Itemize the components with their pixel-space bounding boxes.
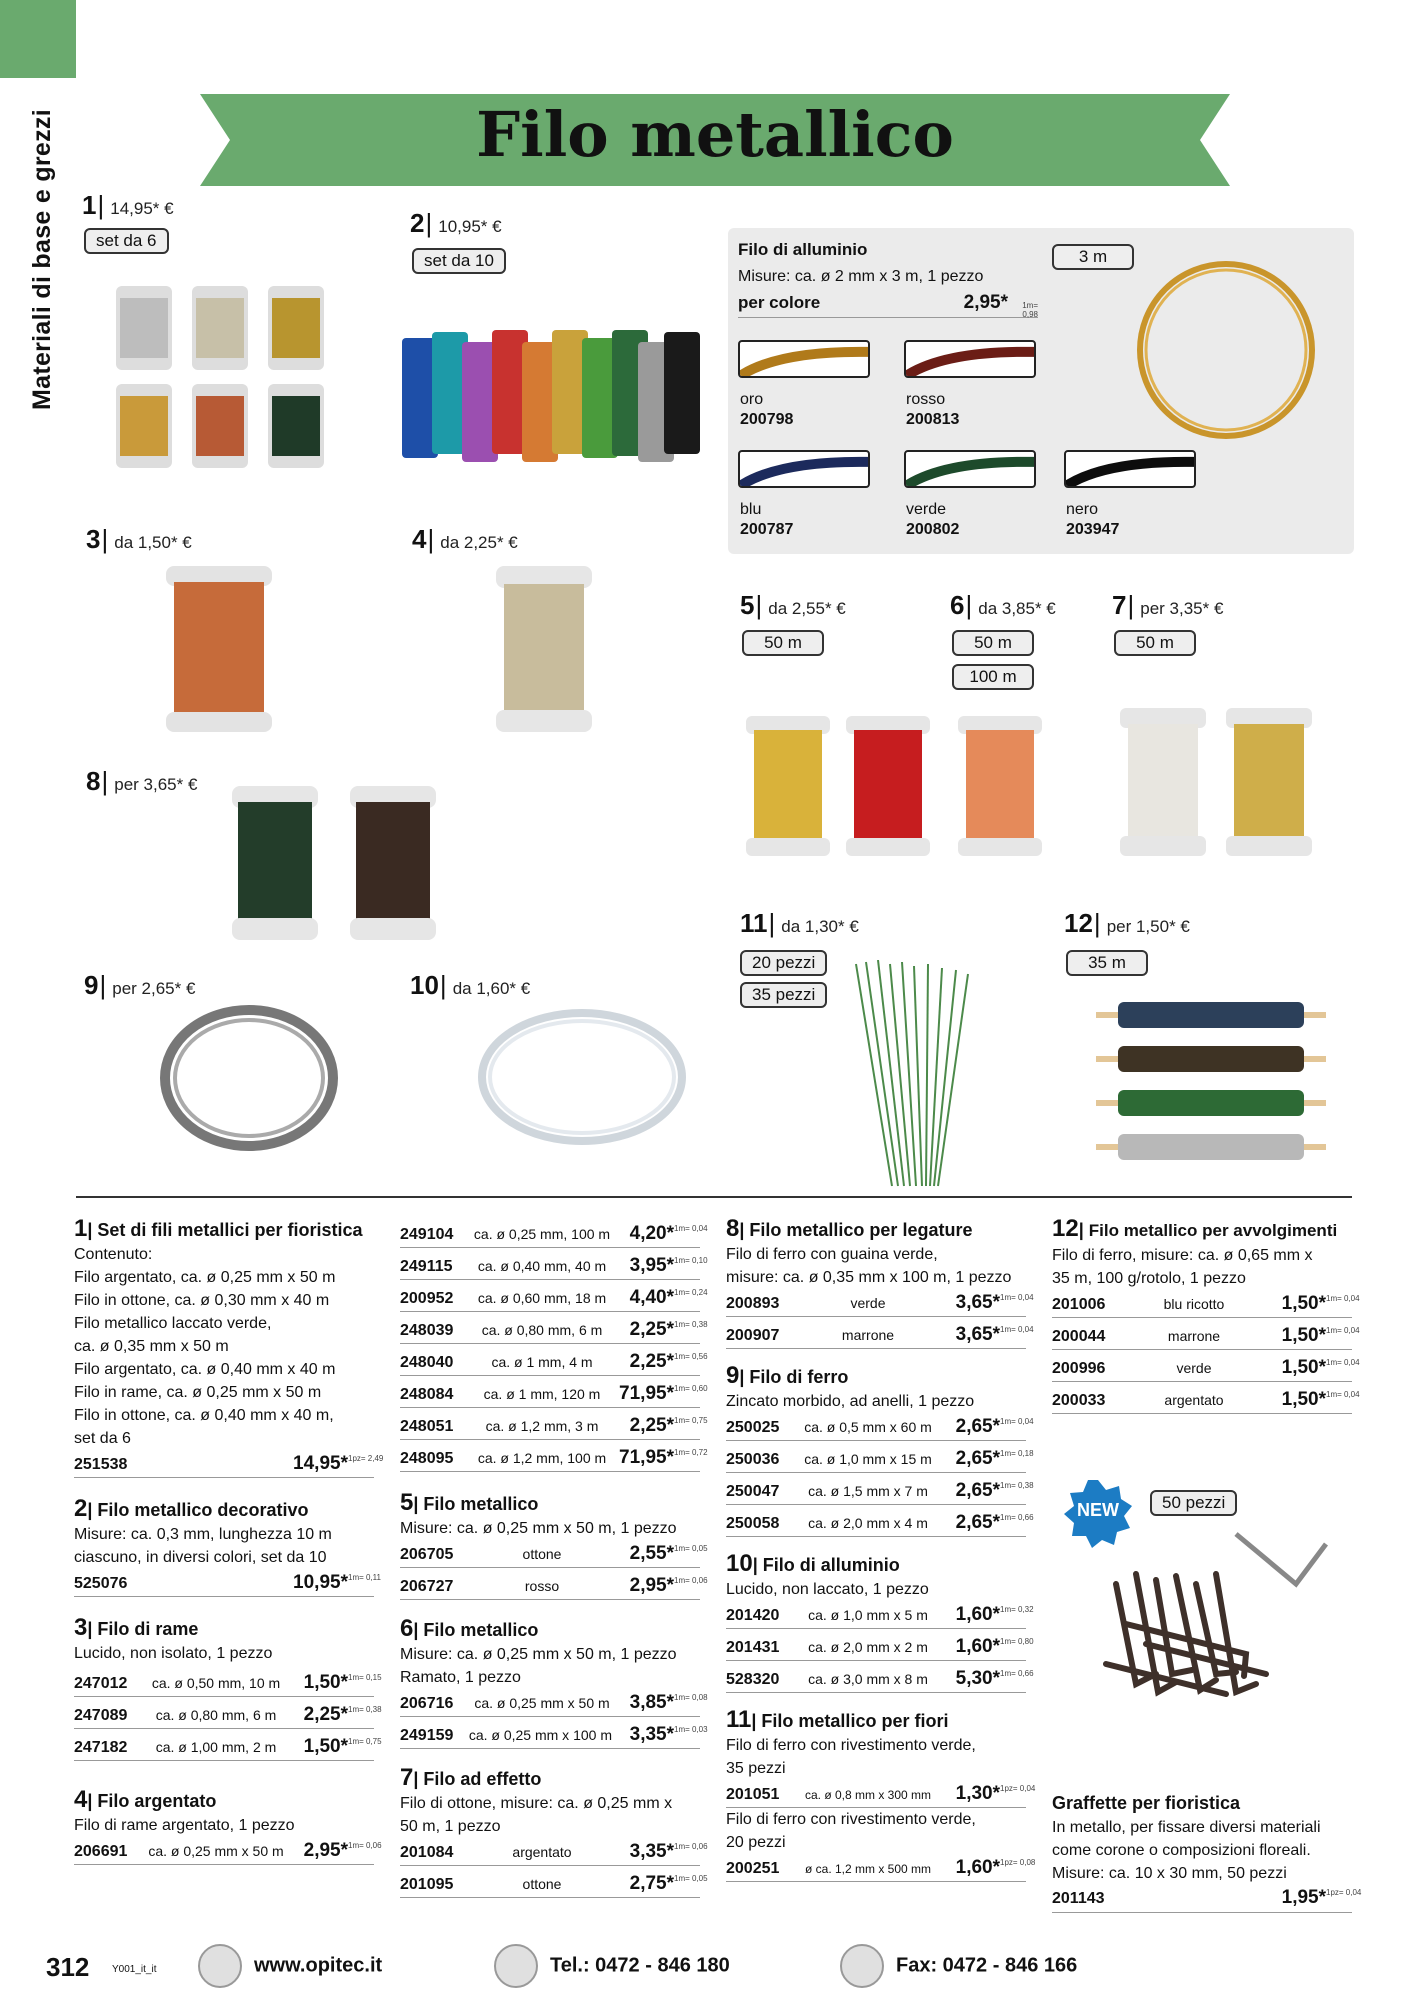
- s6-title: 6| Filo metallico: [400, 1615, 539, 1642]
- table-row: 250047 ca. ø 1,5 mm x 7 m 2,65* 1m= 0,38: [726, 1473, 1026, 1505]
- s1-line: Filo metallico laccato verde,: [74, 1315, 272, 1332]
- s7-title: 7| Filo ad effetto: [400, 1764, 542, 1791]
- s5-title: 5| Filo metallico: [400, 1489, 539, 1516]
- s5-line: Misure: ca. ø 0,25 mm x 50 m, 1 pezzo: [400, 1520, 677, 1537]
- s4-title: 4| Filo argentato: [74, 1786, 217, 1813]
- staples-line: come corone o composizioni floreali.: [1052, 1842, 1311, 1859]
- s3-title: 3| Filo di rame: [74, 1614, 199, 1641]
- table-row: 206691 ca. ø 0,25 mm x 50 m 2,95* 1m= 0,06: [74, 1837, 374, 1865]
- page-title: Filo metallico: [476, 98, 954, 171]
- table-row: 251538 14,95* 1pz= 2,49: [74, 1450, 374, 1478]
- s12-line: 35 m, 100 g/rotolo, 1 pezzo: [1052, 1270, 1246, 1287]
- new-badge-label: NEW: [1077, 1500, 1119, 1520]
- table-row: 249115 ca. ø 0,40 mm, 40 m 3,95* 1m= 0,10: [400, 1248, 700, 1280]
- product-11-tag-35: 35 pezzi: [740, 982, 827, 1008]
- s3-line: Lucido, non isolato, 1 pezzo: [74, 1645, 273, 1662]
- product-11-tag-20: 20 pezzi: [740, 950, 827, 976]
- section-divider: [76, 1196, 1352, 1198]
- table-row: 200907 marrone 3,65* 1m= 0,04: [726, 1317, 1026, 1349]
- swatch-verde-label: verde 200802: [906, 501, 960, 538]
- product-12-tag: 35 m: [1066, 950, 1148, 976]
- fax-icon: [840, 1944, 884, 1988]
- fax-number: Fax: 0472 - 846 166: [896, 1954, 1078, 1977]
- product-8-image: [228, 784, 448, 944]
- footer: [46, 1944, 1366, 1984]
- table-row: 200893 verde 3,65* 1m= 0,04: [726, 1289, 1026, 1317]
- s1-line: Filo argentato, ca. ø 0,25 mm x 50 m: [74, 1269, 336, 1286]
- swatch-blu-label: blu 200787: [740, 501, 794, 538]
- column-2: [400, 1216, 708, 1898]
- swatch-rosso: [904, 340, 1036, 378]
- alu-title: Filo di alluminio: [738, 240, 868, 259]
- s1-title: 1| Set di fili metallici per fioristica: [74, 1215, 363, 1242]
- product-12-image: [1096, 998, 1326, 1168]
- s12-title: 12| Filo metallico per avvolgimenti: [1052, 1215, 1338, 1242]
- product-9-header: 9 | per 2,65* €: [84, 970, 196, 1000]
- product-2-header: 2 | 10,95* €: [410, 208, 502, 238]
- s1-line: set da 6: [74, 1430, 131, 1447]
- staples-title: Graffette per fioristica: [1052, 1793, 1241, 1813]
- s6-line: Ramato, 1 pezzo: [400, 1669, 521, 1686]
- product-7-image: [1118, 704, 1318, 864]
- table-row: 200044 marrone 1,50* 1m= 0,04: [1052, 1318, 1352, 1350]
- table-row: 201143 1,95* 1pz= 0,04: [1052, 1885, 1352, 1913]
- product-6-tag-50: 50 m: [952, 630, 1034, 656]
- product-7-header: 7 | per 3,35* €: [1112, 590, 1224, 620]
- s1-line: Contenuto:: [74, 1246, 153, 1263]
- table-row: 201431 ca. ø 2,0 mm x 2 m 1,60* 1m= 0,80: [726, 1629, 1026, 1661]
- s2-title: 2| Filo metallico decorativo: [74, 1495, 309, 1522]
- product-4-image: [494, 564, 594, 734]
- swatch-nero: [1064, 450, 1196, 488]
- s11-line: 20 pezzi: [726, 1834, 786, 1851]
- swatch-verde: [904, 450, 1036, 488]
- website-link[interactable]: www.opitec.it: [254, 1954, 383, 1977]
- table-row: 206727 rosso 2,95* 1m= 0,06: [400, 1568, 700, 1600]
- product-4-header: 4 | da 2,25* €: [412, 524, 518, 554]
- product-6-header: 6 | da 3,85* €: [950, 590, 1056, 620]
- product-11-image: [852, 960, 972, 1188]
- corner-accent: [0, 0, 76, 78]
- table-row: 201084 argentato 3,35* 1m= 0,06: [400, 1838, 700, 1866]
- s1-line: Filo in rame, ca. ø 0,25 mm x 50 m: [74, 1384, 322, 1401]
- column-4: [1052, 1208, 1360, 1414]
- catalog-code: Y001_it_it: [112, 1964, 157, 1975]
- page-number: 312: [46, 1952, 90, 1982]
- product-1-header: 1 | 14,95* €: [82, 190, 174, 220]
- product-5-6-image: [744, 712, 1054, 862]
- s4-line: Filo di rame argentato, 1 pezzo: [74, 1817, 295, 1834]
- s8-line: Filo di ferro con guaina verde,: [726, 1246, 938, 1263]
- swatch-oro-label: oro 200798: [740, 391, 794, 428]
- staples-line: Misure: ca. 10 x 30 mm, 50 pezzi: [1052, 1865, 1287, 1882]
- s1-line: ca. ø 0,35 mm x 50 m: [74, 1338, 229, 1355]
- table-row: 247089 ca. ø 0,80 mm, 6 m 2,25* 1m= 0,38: [74, 1697, 374, 1729]
- table-row: 200033 argentato 1,50* 1m= 0,04: [1052, 1382, 1352, 1414]
- s11-title: 11| Filo metallico per fiori: [726, 1706, 949, 1733]
- s7-line: Filo di ottone, misure: ca. ø 0,25 mm x: [400, 1795, 673, 1812]
- swatch-blu: [738, 450, 870, 488]
- alu-tag: 3 m: [1052, 244, 1134, 270]
- s8-line: misure: ca. ø 0,35 mm x 100 m, 1 pezzo: [726, 1269, 1012, 1286]
- table-row: 201006 blu ricotto 1,50* 1m= 0,04: [1052, 1290, 1352, 1318]
- table-row: 200251 ø ca. 1,2 mm x 500 mm 1,60* 1pz= 0,08: [726, 1854, 1026, 1882]
- s12-line: Filo di ferro, misure: ca. ø 0,65 mm x: [1052, 1247, 1313, 1264]
- s8-title: 8| Filo metallico per legature: [726, 1215, 973, 1242]
- s9-title: 9| Filo di ferro: [726, 1362, 849, 1389]
- table-row: 248039 ca. ø 0,80 mm, 6 m 2,25* 1m= 0,38: [400, 1312, 700, 1344]
- s10-title: 10| Filo di alluminio: [726, 1550, 900, 1577]
- product-1-image: [108, 280, 338, 480]
- fax-block: [840, 1944, 1077, 1988]
- table-row: 201051 ca. ø 0,8 mm x 300 mm 1,30* 1pz= 0,04: [726, 1780, 1026, 1808]
- product-2-image: [402, 318, 702, 478]
- table-row: 249104 ca. ø 0,25 mm, 100 m 4,20* 1m= 0,04: [400, 1216, 700, 1248]
- s6-line: Misure: ca. ø 0,25 mm x 50 m, 1 pezzo: [400, 1646, 677, 1663]
- alu-coil-image: [1126, 250, 1326, 450]
- s1-line: Filo argentato, ca. ø 0,40 mm x 40 m: [74, 1361, 336, 1378]
- table-row: 528320 ca. ø 3,0 mm x 8 m 5,30* 1m= 0,66: [726, 1661, 1026, 1693]
- s1-line: Filo in ottone, ca. ø 0,40 mm x 40 m,: [74, 1407, 334, 1424]
- table-row: 248040 ca. ø 1 mm, 4 m 2,25* 1m= 0,56: [400, 1344, 700, 1376]
- s2-line: ciascuno, in diversi colori, set da 10: [74, 1549, 327, 1566]
- table-row: 206716 ca. ø 0,25 mm x 50 m 3,85* 1m= 0,08: [400, 1689, 700, 1717]
- product-8-header: 8 | per 3,65* €: [86, 766, 198, 796]
- table-row: 200996 verde 1,50* 1m= 0,04: [1052, 1350, 1352, 1382]
- web-block: [198, 1944, 382, 1988]
- staples-block: [1052, 1782, 1362, 1913]
- table-row: 250025 ca. ø 0,5 mm x 60 m 2,65* 1m= 0,04: [726, 1413, 1026, 1441]
- s11-line: Filo di ferro con rivestimento verde,: [726, 1737, 976, 1754]
- alu-size: Misure: ca. ø 2 mm x 3 m, 1 pezzo: [738, 268, 984, 285]
- table-row: 250058 ca. ø 2,0 mm x 4 m 2,65* 1m= 0,66: [726, 1505, 1026, 1537]
- swatch-rosso-label: rosso 200813: [906, 391, 960, 428]
- product-10-image: [472, 1002, 692, 1152]
- product-6-tag-100: 100 m: [952, 664, 1034, 690]
- alu-price-row: per colore 2,95* 1m= 0,98: [738, 292, 1038, 319]
- product-5-header: 5 | da 2,55* €: [740, 590, 846, 620]
- staples-tag: 50 pezzi: [1150, 1490, 1237, 1516]
- side-category-label: Materiali di base e grezzi: [28, 109, 56, 410]
- product-7-tag: 50 m: [1114, 630, 1196, 656]
- s7-line: 50 m, 1 pezzo: [400, 1818, 501, 1835]
- s9-line: Zincato morbido, ad anelli, 1 pezzo: [726, 1393, 975, 1410]
- column-1: [74, 1208, 384, 1865]
- table-row: 206705 ottone 2,55* 1m= 0,05: [400, 1540, 700, 1568]
- column-3: [726, 1208, 1036, 1882]
- staples-image: [1096, 1524, 1336, 1714]
- swatch-oro: [738, 340, 870, 378]
- product-5-tag: 50 m: [742, 630, 824, 656]
- tel-block: [494, 1944, 730, 1988]
- table-row: 248084 ca. ø 1 mm, 120 m 71,95* 1m= 0,60: [400, 1376, 700, 1408]
- table-row: 248095 ca. ø 1,2 mm, 100 m 71,95* 1m= 0,72: [400, 1440, 700, 1472]
- s1-line: Filo in ottone, ca. ø 0,30 mm x 40 m: [74, 1292, 330, 1309]
- product-10-header: 10 | da 1,60* €: [410, 970, 531, 1000]
- swatch-nero-label: nero 203947: [1066, 501, 1120, 538]
- table-row: 200952 ca. ø 0,60 mm, 18 m 4,40* 1m= 0,24: [400, 1280, 700, 1312]
- phone-icon: [494, 1944, 538, 1988]
- phone-number[interactable]: Tel.: 0472 - 846 180: [550, 1954, 730, 1977]
- table-row: 525076 10,95* 1m= 0,11: [74, 1569, 374, 1597]
- table-row: 201095 ottone 2,75* 1m= 0,05: [400, 1866, 700, 1898]
- s11-line: Filo di ferro con rivestimento verde,: [726, 1811, 976, 1828]
- staples-line: In metallo, per fissare diversi materiali: [1052, 1819, 1321, 1836]
- product-9-image: [154, 998, 344, 1158]
- mouse-icon: [198, 1944, 242, 1988]
- product-2-tag: set da 10: [412, 248, 506, 274]
- s10-line: Lucido, non laccato, 1 pezzo: [726, 1581, 929, 1598]
- table-row: 250036 ca. ø 1,0 mm x 15 m 2,65* 1m= 0,18: [726, 1441, 1026, 1473]
- product-3-header: 3 | da 1,50* €: [86, 524, 192, 554]
- product-1-tag: set da 6: [84, 228, 169, 254]
- table-row: 247012 ca. ø 0,50 mm, 10 m 1,50* 1m= 0,15: [74, 1665, 374, 1697]
- s2-line: Misure: ca. 0,3 mm, lunghezza 10 m: [74, 1526, 332, 1543]
- table-row: 248051 ca. ø 1,2 mm, 3 m 2,25* 1m= 0,75: [400, 1408, 700, 1440]
- s11-line: 35 pezzi: [726, 1760, 786, 1777]
- table-row: 201420 ca. ø 1,0 mm x 5 m 1,60* 1m= 0,32: [726, 1601, 1026, 1629]
- product-3-image: [164, 564, 274, 734]
- product-12-header: 12 | per 1,50* €: [1064, 908, 1190, 938]
- table-row: 247182 ca. ø 1,00 mm, 2 m 1,50* 1m= 0,75: [74, 1729, 374, 1761]
- table-row: 249159 ca. ø 0,25 mm x 100 m 3,35* 1m= 0,03: [400, 1717, 700, 1749]
- product-11-header: 11 | da 1,30* €: [740, 908, 859, 938]
